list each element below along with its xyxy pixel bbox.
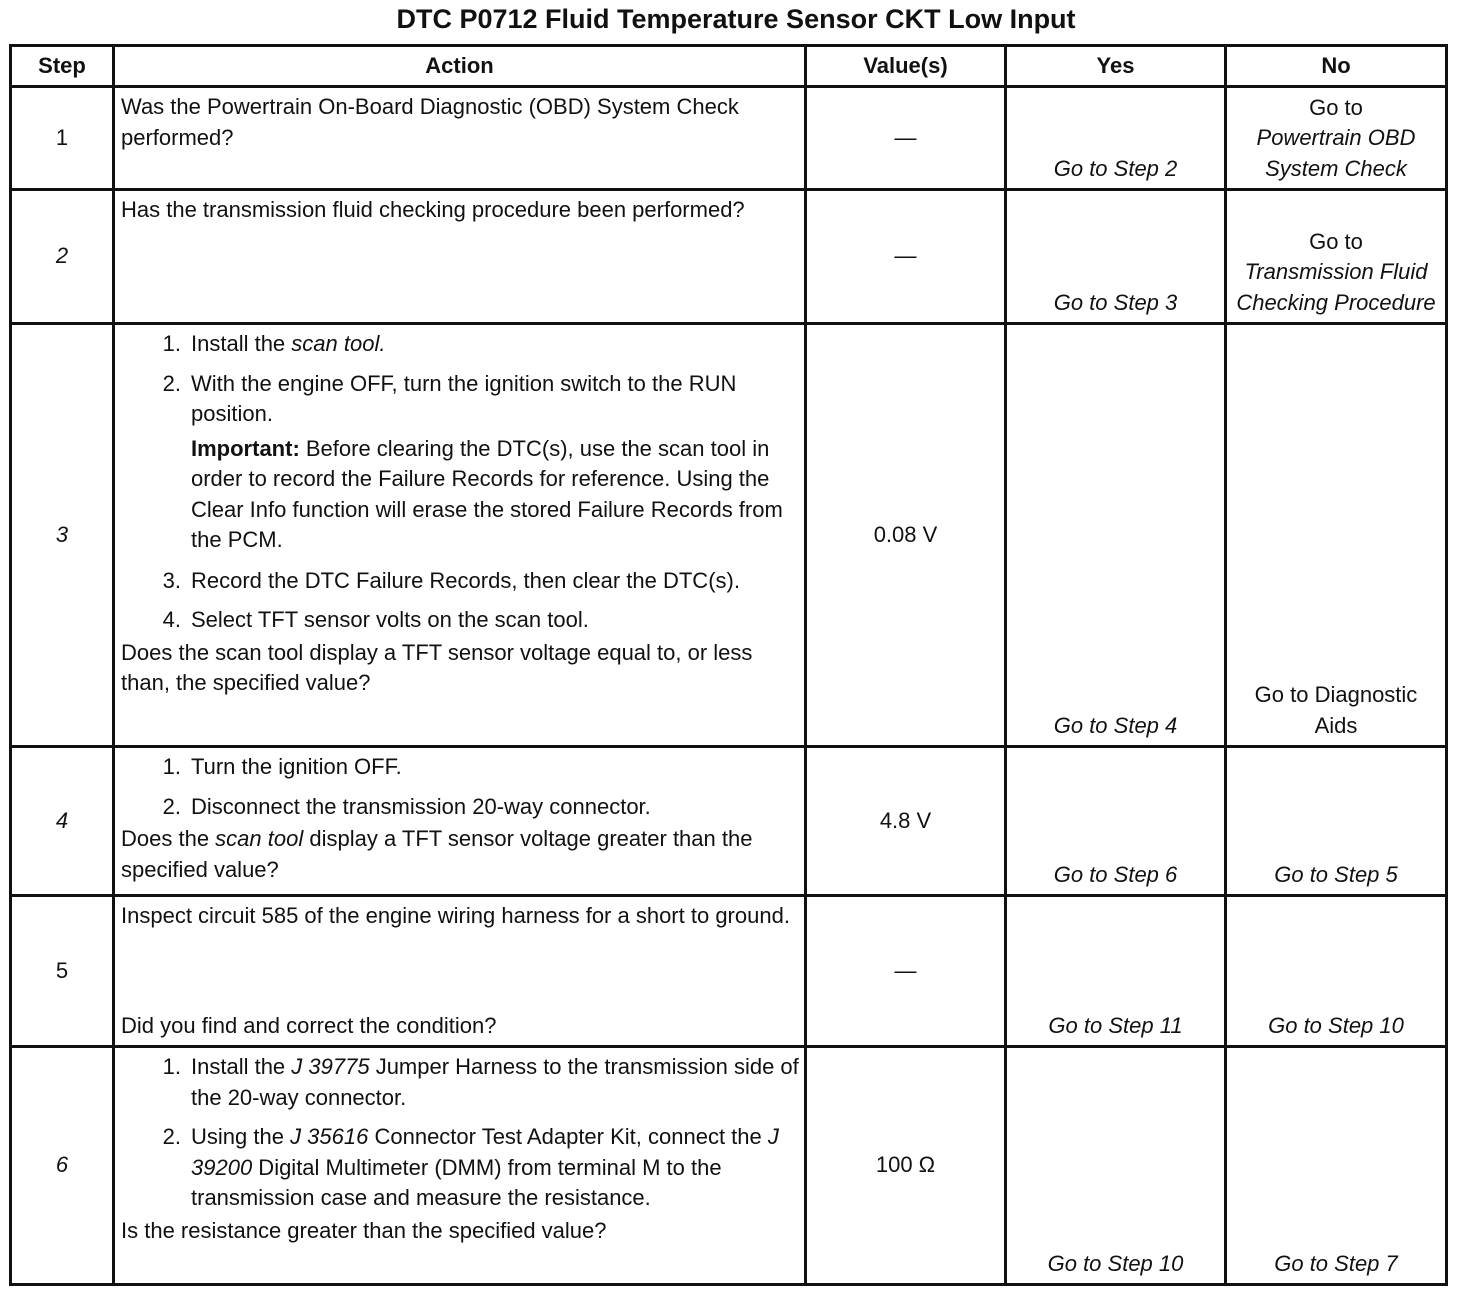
action-step [121,1122,800,1214]
step-text: Select TFT sensor volts on the scan tool. [191,607,589,632]
question-text: display a TFT sensor voltage greater than the specified value? [121,826,753,882]
yes-cell: Go to Step 10 [1006,1047,1226,1285]
step-text: Jumper Harness to the transmission side of the 20-way connector. [191,1054,799,1110]
action-cell [114,87,806,190]
page-title: DTC P0712 Fluid Temperature Sensor CKT Low Input [396,4,1076,34]
no-cell [1226,190,1447,324]
step-text: Install the [191,331,292,356]
question-text: Does the [121,826,216,851]
table-header-row [11,46,1447,87]
step-number: 4 [11,747,114,896]
important-note [191,434,800,556]
table-row [11,1047,1447,1285]
diagnostic-table [9,44,1448,1286]
step-number: 2 [11,190,114,324]
value-cell: — [806,896,1006,1047]
header-yes: Yes [1006,46,1226,87]
step-index: 1. [162,754,181,779]
step-text: With the engine OFF, turn the ignition switch to the RUN position. [191,370,737,426]
value-cell: 4.8 V [806,747,1006,896]
step-text: Digital Multimeter (DMM) from terminal M to the transmission case and measure the resistance. [191,1154,722,1210]
no-cell: Go to Diagnostic Aids [1226,324,1447,747]
tool-reference: J 39775 [291,1054,370,1079]
question-emphasis: scan tool [215,826,304,851]
action-question: Is the resistance greater than the specified value? [121,1217,607,1243]
no-cell: Go to Step 7 [1226,1047,1447,1285]
table-row [11,324,1447,747]
step-index: 2. [162,370,181,396]
step-text: Install the [191,1054,292,1079]
step-index: 2. [162,793,181,819]
step-number: 3 [11,324,114,747]
action-step [121,792,800,823]
yes-cell: Go to Step 4 [1006,324,1226,747]
value-cell: — [806,87,1006,190]
step-index: 4. [162,607,181,632]
important-text: Before clearing the DTC(s), use the scan tool in order to record the Failure Records for reference. Using the Clear Info function will erase the stored Failure Records from the PCM. [191,435,783,552]
tool-reference: J 39200 [191,1124,779,1180]
table-row [11,896,1447,1047]
action-step [121,566,800,597]
no-cell: Go to Step 10 [1226,896,1447,1047]
no-link: Powertrain OBD System Check [1256,125,1416,181]
step-text: Disconnect the transmission 20-way connector. [191,793,651,819]
no-cell: Go to Step 5 [1226,747,1447,896]
value-cell: 100 Ω [806,1047,1006,1285]
step-number: 1 [11,87,114,190]
step-text: Turn the ignition OFF. [191,754,402,779]
step-text: Record the DTC Failure Records, then clear the DTC(s). [191,567,740,593]
action-step [121,605,800,636]
header-action: Action [114,46,806,87]
yes-cell: Go to Step 3 [1006,190,1226,324]
step-text: Connector Test Adapter Kit, connect the [368,1124,768,1149]
step-number: 5 [11,896,114,1047]
table-row [11,87,1447,190]
action-cell [114,1047,806,1285]
action-steps [121,1052,800,1214]
step-number: 6 [11,1047,114,1285]
no-link: Transmission Fluid Checking Procedure [1236,259,1436,315]
step-index: 1. [162,331,181,356]
action-step [121,369,800,556]
action-cell [114,324,806,747]
header-value: Value(s) [806,46,1006,87]
header-no: No [1226,46,1447,87]
step-index: 1. [162,1054,181,1079]
no-prefix: Go to [1309,228,1363,254]
action-question [121,824,800,885]
action-step [121,329,800,360]
table-row [11,190,1447,324]
action-steps [121,752,800,822]
action-text: Inspect circuit 585 of the engine wiring harness for a short to ground. [121,903,790,928]
value-cell: — [806,190,1006,324]
step-index: 2. [162,1124,181,1149]
action-steps [121,329,800,636]
action-question: Does the scan tool display a TFT sensor voltage equal to, or less than, the specified value? [121,639,753,695]
action-cell [114,190,806,324]
table-row [11,747,1447,896]
yes-cell: Go to Step 11 [1006,896,1226,1047]
step-emphasis: scan tool. [291,331,386,356]
no-cell [1226,87,1447,190]
value-cell: 0.08 V [806,324,1006,747]
action-cell [114,896,806,1047]
action-question: Did you find and correct the condition? [121,1012,497,1038]
no-prefix: Go to [1309,94,1363,120]
action-step [121,1052,800,1113]
tool-reference: J 35616 [290,1124,369,1149]
action-question: Has the transmission fluid checking procedure been performed? [121,197,745,222]
action-step [121,752,800,783]
step-text: Using the [191,1124,291,1149]
important-label: Important: [191,435,300,461]
action-question: Was the Powertrain On-Board Diagnostic (OBD) System Check performed? [121,94,739,150]
header-step: Step [11,46,114,87]
step-index: 3. [162,567,181,593]
action-cell [114,747,806,896]
yes-cell: Go to Step 6 [1006,747,1226,896]
yes-cell: Go to Step 2 [1006,87,1226,190]
